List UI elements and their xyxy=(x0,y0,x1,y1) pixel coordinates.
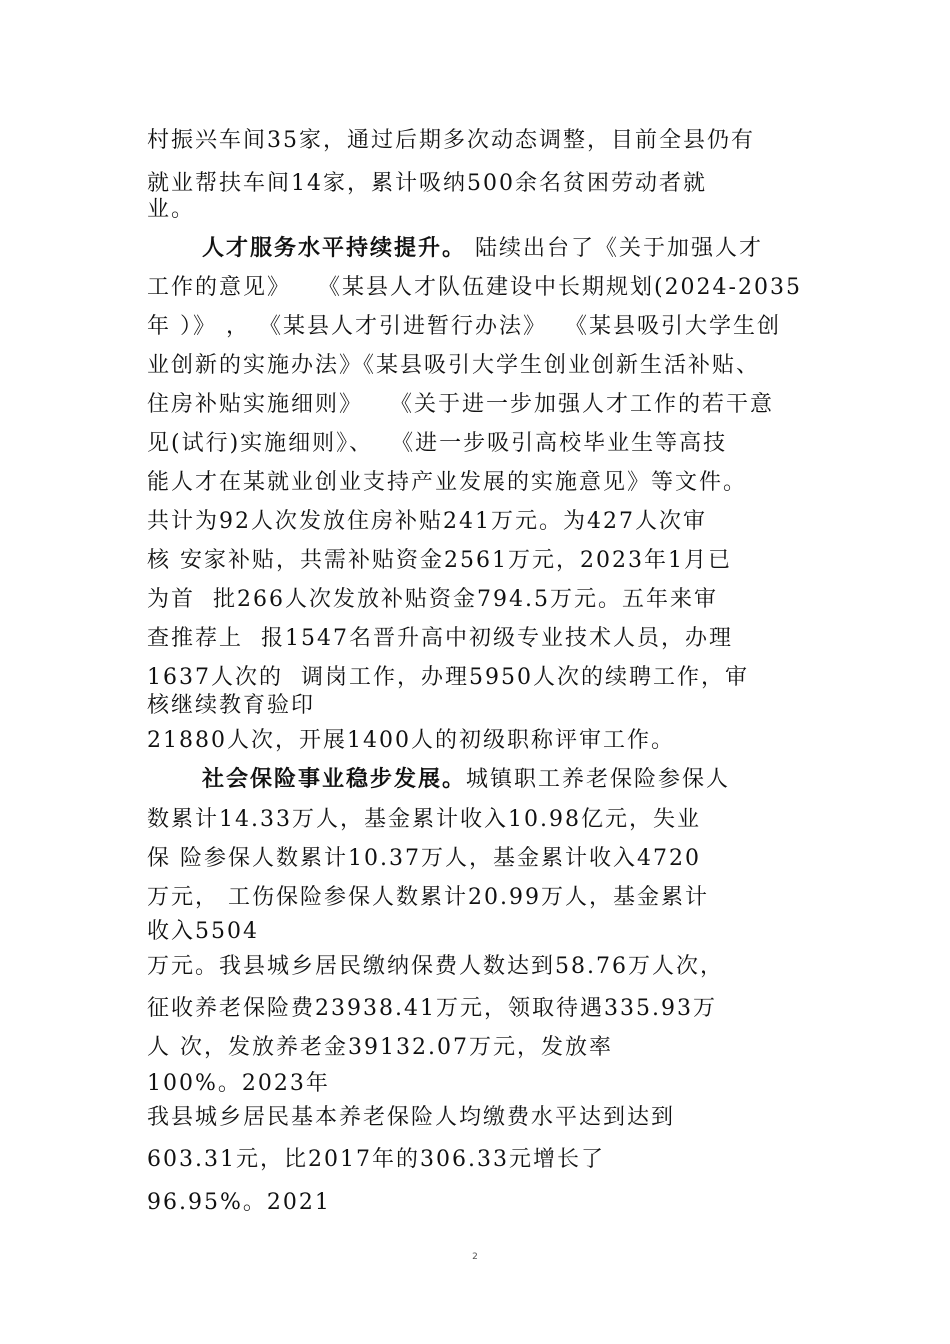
text-line: 见(试行)实施细则》、 《进一步吸引高校毕业生等高技 xyxy=(147,431,728,456)
text-line: 城镇职工养老保险参保人 xyxy=(466,767,731,792)
text-line: 保 险参保人数累计10.37万人，基金累计收入4720 xyxy=(147,846,701,871)
text-line: 1637人次的 调岗工作，办理5950人次的续聘工作，审 xyxy=(147,665,749,690)
section-heading-talent: 人才服务水平持续提升。 xyxy=(202,236,467,261)
text-line: 收入5504 xyxy=(147,919,259,944)
paragraph-first-line xyxy=(202,764,882,796)
text-line: 万元。我县城乡居民缴纳保费人数达到58.76万人次， xyxy=(147,954,724,979)
text-line: 万元， 工伤保险参保人数累计20.99万人，基金累计 xyxy=(147,885,709,910)
text-line: 核 安家补贴，共需补贴资金2561万元，2023年1月已 xyxy=(147,548,732,573)
text-line: 21880人次，开展1400人的初级职称评审工作。 xyxy=(147,728,675,753)
text-line: 就业帮扶车间14家，累计吸纳500余名贫困劳动者就 xyxy=(147,171,707,196)
page-number: 2 xyxy=(472,1252,478,1262)
text-line: 数累计14.33万人，基金累计收入10.98亿元，失业 xyxy=(147,807,701,832)
text-line: 为首 批266人次发放补贴资金794.5万元。五年来审 xyxy=(147,587,718,612)
text-line: 陆续出台了《关于加强人才 xyxy=(466,236,764,261)
text-line: 96.95%。2021 xyxy=(147,1190,331,1215)
text-line: 核继续教育验印 xyxy=(147,693,316,718)
text-line: 工作的意见》 《某县人才队伍建设中长期规划(2024-2035 xyxy=(147,275,802,300)
text-line: 查推荐上 报1547名晋升高中初级专业技术人员，办理 xyxy=(147,626,733,651)
text-line: 村振兴车间35家，通过后期多次动态调整，目前全县仍有 xyxy=(147,128,755,153)
text-line: 住房补贴实施细则》 《关于进一步加强人才工作的若干意 xyxy=(147,392,774,417)
text-line: 603.31元，比2017年的306.33元增长了 xyxy=(147,1147,605,1172)
text-line: 征收养老保险费23938.41万元，领取待遇335.93万 xyxy=(147,996,717,1021)
section-heading-social-insurance: 社会保险事业稳步发展。 xyxy=(202,767,467,792)
paragraph-first-line xyxy=(202,233,882,265)
text-line: 业创新的实施办法》《某县吸引大学生创业创新生活补贴、 xyxy=(147,353,761,378)
text-line: 年 ）》 ， 《某县人才引进暂行办法》 《某县吸引大学生创 xyxy=(147,314,781,339)
text-line: 共计为92人次发放住房补贴241万元。为427人次审 xyxy=(147,509,707,534)
text-line: 我县城乡居民基本养老保险人均缴费水平达到达到 xyxy=(147,1105,676,1130)
text-line: 能人才在某就业创业支持产业发展的实施意见》等文件。 xyxy=(147,470,748,495)
text-line: 100%。2023年 xyxy=(147,1071,330,1096)
text-line: 业。 xyxy=(147,197,196,222)
text-line: 人 次，发放养老金39132.07万元，发放率 xyxy=(147,1035,613,1060)
